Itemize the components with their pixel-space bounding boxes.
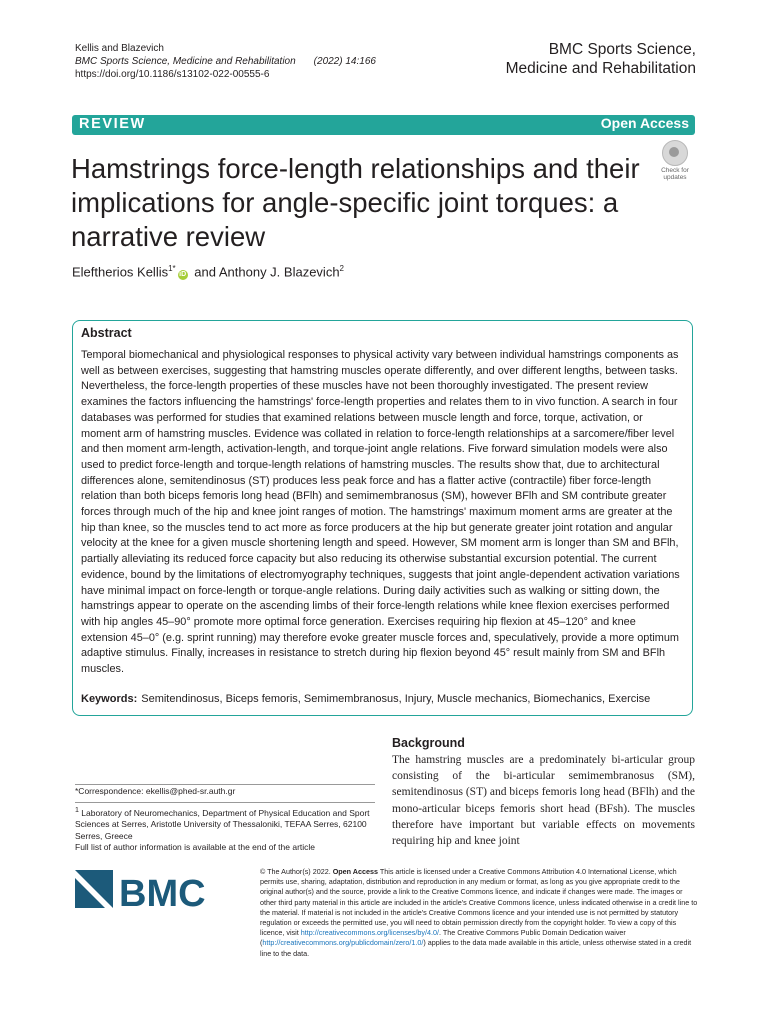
journal-name-line1: BMC Sports Science, xyxy=(548,41,696,58)
author-2-affiliation: 2 xyxy=(339,264,344,273)
check-updates-line2: updates xyxy=(663,174,687,181)
author-list xyxy=(72,264,344,280)
footnote-divider xyxy=(75,802,375,803)
author-1-affiliation: 1* xyxy=(168,264,176,273)
license-link[interactable]: http://creativecommons.org/licenses/by/4.0/ xyxy=(300,928,439,938)
check-for-updates-icon xyxy=(662,140,688,166)
background-text: The hamstring muscles are a predominately bi-articular group consisting of the bi-articular semimembranosus (SM), semitendinosus (ST) and biceps femoris long head (BFlh) and the mono-articular biceps femoris short head (BFsh). The muscles therefore have important but variable effects on movements requiring hip and knee joint xyxy=(392,754,695,848)
author-2[interactable]: and Anthony J. Blazevich xyxy=(190,264,340,280)
author-1[interactable]: Eleftherios Kellis xyxy=(72,264,169,280)
journal-name-line2: Medicine and Rehabilitation xyxy=(505,60,696,77)
abstract-heading: Abstract xyxy=(81,326,132,340)
correspondence-note[interactable]: *Correspondence: ekellis@phed-sr.auth.gr xyxy=(75,786,236,796)
keywords-label: Keywords: xyxy=(81,693,138,705)
article-type-label: REVIEW xyxy=(79,116,146,132)
license-copyright: © The Author(s) 2022. xyxy=(260,867,333,876)
article-title: Hamstrings force-length relationships and their implications for angle-specific joint torques: a narrative review xyxy=(71,153,640,252)
abstract-box xyxy=(72,320,693,716)
article-type-banner xyxy=(72,115,695,135)
author-info-note: Full list of author information is available at the end of the article xyxy=(75,842,316,853)
abstract-text: Temporal biomechanical and physiological responses to physical activity vary between individual hamstrings components as well as between exercises, suggesting that hamstring muscles operate differently, and over different lengths, between tasks. Nevertheless, the force-length properties of these muscles have not been thoroughly investigated. The present review examines the factors influencing the hamstrings' force-length properties and relates them to in vivo function. A search in four databases was performed for studies that examined relations between muscle length and force, torque, activation, or moment arm of hamstring muscles. Evidence was collated in relation to force-length relationships at a sarcomere/fiber level and then moment arm-length, activation-length, and torque-joint angle relations. Five forward simulation models were also used to predict force-length and torque-length relations of hamstring muscles. The results show that, due to architectural differences alone, semitendinosus (ST) produces less peak force and has a flatter active (contractile) fiber force-length relation than both biceps femoris long head (BFlh) and semimembranosus (SM), however BFlh and SM contribute greater forces through much of the hip and knee joint ranges of motion. The hamstrings' maximum moment arms are greater at the hip than knee, so the muscles tend to act more as force producers at the hip but generate greater joint rotation and angular velocity at the knee for a given muscle shortening length and speed. However, SM moment arm is longer than SM and BFlh, partially alleviating its reduced force capacity but also reducing its otherwise substantial excursion potential. The current evidence, bound by the limitations of electromyography techniques, suggests that joint angle-dependent activation variations have minimal impact on force-length or torque-angle relations. During daily activities such as walking or sitting down, the hamstrings appear to operate on the ascending limbs of their force-length relations while knee flexion exercises performed with hip angles 45–90° promote more optimal force generation. Exercises requiring hip flexion at 45–120° and knee extension 45–0° (e.g. sprint running) may therefore evoke greater muscle forces and, speculatively, provide a more optimum adaptive stimulus. Finally, increases in resistance to stretch during hip flexion beyond 45° result mainly from SM and BFlh muscles. xyxy=(81,349,680,676)
affiliation-note xyxy=(75,805,375,854)
license-body-end: ) applies to the data made available in this article, unless otherwise stated in a credit line to the data. xyxy=(260,938,692,958)
keywords xyxy=(81,693,650,705)
check-updates-line1: Check for xyxy=(661,167,689,174)
journal-name xyxy=(506,40,696,78)
license-body-mid: . The Creative Commons Public Domain Dedication waiver ( xyxy=(260,928,626,948)
header-authors: Kellis and Blazevich xyxy=(75,43,164,54)
header-citation: (2022) 14:166 xyxy=(313,56,376,67)
keywords-list: Semitendinosus, Biceps femoris, Semimembranosus, Injury, Muscle mechanics, Biomechanics, Exercise xyxy=(141,693,651,705)
background-heading: Background xyxy=(392,736,465,750)
public-domain-link[interactable]: http://creativecommons.org/publicdomain/zero/1.0/ xyxy=(262,938,424,948)
affiliation-number: 1 xyxy=(75,806,79,814)
license-body: This article is licensed under a Creative Commons Attribution 4.0 International License, which permits use, sharing, adaptation, distribution and reproduction in any medium or format, as long as you give appropriate credit to the original author(s) and the source, provide a link to the Creative Commons licence, and indicate if changes were made. The images or other third party material in this article are included in the article's Creative Commons licence, unless indicated otherwise in a credit line to the material. If material is not included in the article's Creative Commons licence and your intended use is not permitted by statutory regulation or exceeds the permitted use, you will need to obtain permission directly from the copyright holder. To view a copy of this licence, visit xyxy=(260,867,698,938)
license-open-access: Open Access xyxy=(332,867,378,876)
affiliation-text: Laboratory of Neuromechanics, Department of Physical Education and Sport Sciences at Serres, Aristotle University of Thessaloniki, TEFAA Serres, 62100 Serres, Greece xyxy=(75,807,370,841)
bmc-logo[interactable] xyxy=(75,870,220,916)
header-journal: BMC Sports Science, Medicine and Rehabilitation xyxy=(75,56,296,67)
license-text xyxy=(260,867,700,959)
bmc-logo-text: BMC xyxy=(119,873,206,915)
footnote-divider xyxy=(75,784,375,785)
header-doi-link[interactable]: https://doi.org/10.1186/s13102-022-00555-6 xyxy=(75,69,270,80)
open-access-label: Open Access xyxy=(600,115,689,131)
orcid-icon[interactable]: iD xyxy=(179,271,187,279)
article-header-info xyxy=(75,42,376,81)
